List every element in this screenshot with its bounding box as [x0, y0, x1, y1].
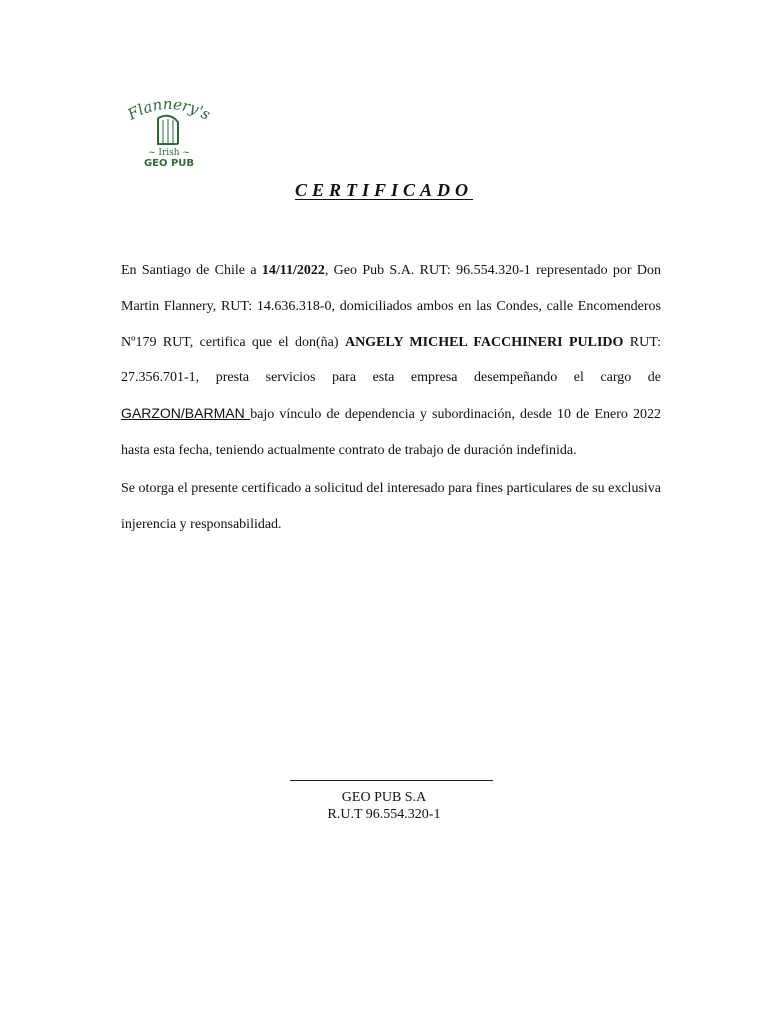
- text-fragment: En Santiago de Chile a: [121, 263, 262, 278]
- text-fragment: , Geo Pub S.A. RUT: 96.554.320-1 representado por Don Martin Flannery, RUT: 14.636.318-0, domiciliados ambos en las Condes, calle Encomenderos Nº179 RUT, certifica que el don(ña): [121, 263, 661, 350]
- signature-company: GEO PUB S.A: [341, 790, 427, 805]
- certificate-paragraph-2: Se otorga el presente certificado a solicitud del interesado para fines particulares de su exclusiva injerencia y responsabilidad.: [121, 480, 661, 532]
- issue-date: 14/11/2022: [261, 263, 325, 278]
- document-title: CERTIFICADO: [294, 180, 474, 200]
- signature-rut: R.U.T 96.554.320-1: [327, 807, 441, 822]
- signature-block: [0, 789, 768, 823]
- logo-sub-text: ~ Irish ~: [148, 148, 190, 158]
- harp-icon: [158, 116, 178, 144]
- text-fragment: bajo vínculo de dependencia y subordinación, desde 10 de Enero 2022 hasta esta fecha, teniendo actualmente contrato de trabajo de duración indefinida.: [121, 407, 661, 458]
- certificate-paragraph-1: [121, 253, 661, 469]
- certificate-body: [121, 253, 661, 542]
- signature-line: [290, 780, 493, 781]
- job-title: GARZON/BARMAN: [121, 405, 251, 422]
- text-fragment: RUT: 27.356.701-1, presta servicios para esta empresa desempeñando el cargo de: [121, 334, 662, 386]
- company-logo: [114, 98, 224, 172]
- logo-brand-text: Flannery's: [124, 98, 214, 124]
- employee-name: ANGELY MICHEL FACCHINERI PULIDO: [344, 334, 624, 350]
- logo-name-text: GEO PUB: [143, 158, 195, 169]
